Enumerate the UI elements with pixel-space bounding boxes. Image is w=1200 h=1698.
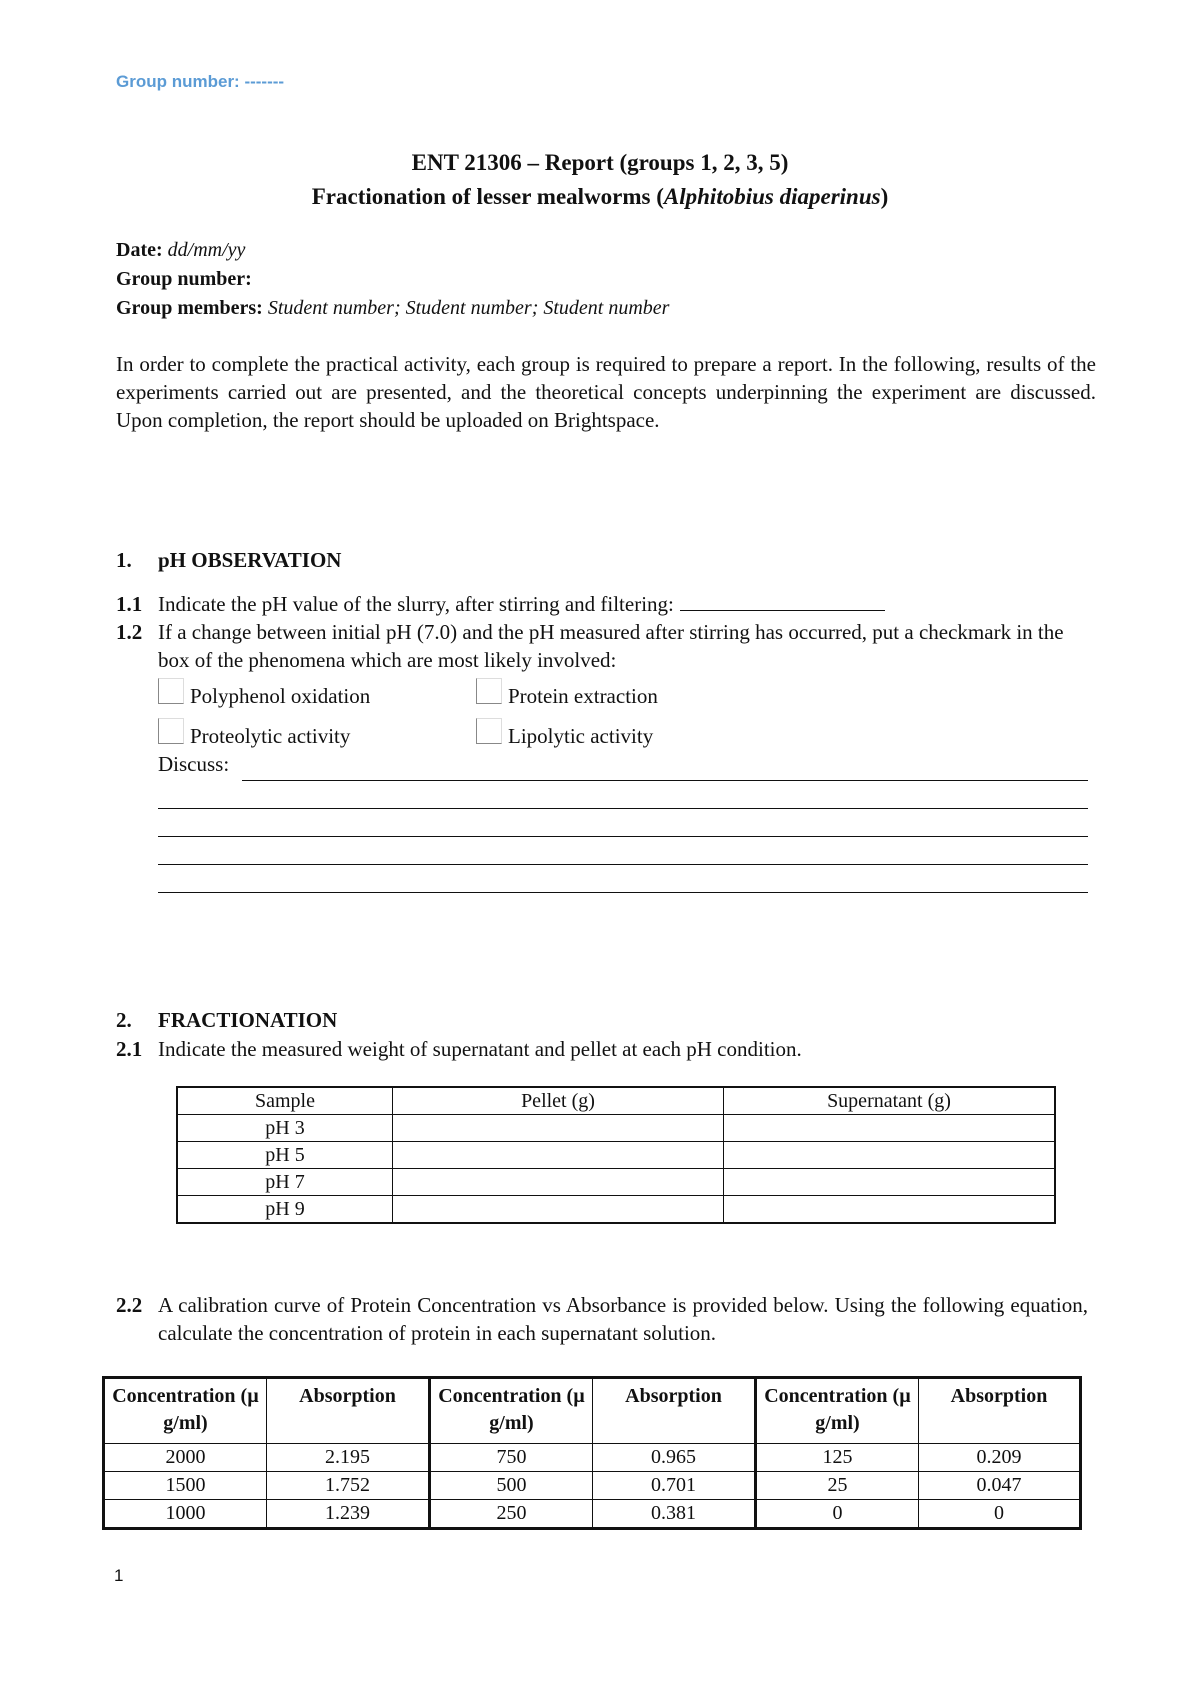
header-concentration: Concentration (µg/ml) xyxy=(430,1378,593,1444)
table-row xyxy=(104,1444,1081,1472)
pellet-cell[interactable] xyxy=(393,1196,724,1224)
header-sample: Sample xyxy=(177,1087,393,1115)
table-row xyxy=(104,1500,1081,1529)
header-absorption: Absorption xyxy=(267,1378,430,1444)
checkbox-icon[interactable] xyxy=(476,678,502,704)
question-2-1-number: 2.1 xyxy=(116,1037,143,1061)
title-block xyxy=(0,146,1200,214)
concentration-cell: 2000 xyxy=(104,1444,267,1472)
sample-cell: pH 3 xyxy=(177,1115,393,1142)
concentration-cell: 25 xyxy=(756,1472,919,1500)
checklist-row xyxy=(158,676,794,716)
report-meta xyxy=(116,236,669,323)
section-1-number: 1. xyxy=(116,548,132,572)
sample-cell: pH 5 xyxy=(177,1142,393,1169)
supernatant-cell[interactable] xyxy=(724,1196,1056,1224)
question-2-2-text: A calibration curve of Protein Concentration vs Absorbance is provided below. Using the following equation, calculate the concentration of protein in each supernatant solution. xyxy=(158,1293,1088,1345)
option-proteolytic-activity[interactable] xyxy=(158,724,476,749)
question-1-2 xyxy=(116,618,1096,674)
question-1-1-number: 1.1 xyxy=(116,592,143,616)
absorption-cell: 0.965 xyxy=(593,1444,756,1472)
section-2-heading xyxy=(116,1008,337,1033)
option-label: Lipolytic activity xyxy=(508,723,654,748)
question-1-1 xyxy=(116,590,1096,618)
pellet-cell[interactable] xyxy=(393,1142,724,1169)
absorption-cell: 2.195 xyxy=(267,1444,430,1472)
option-label: Protein extraction xyxy=(508,683,658,708)
page-number: 1 xyxy=(114,1566,124,1585)
absorption-cell: 0.209 xyxy=(919,1444,1081,1472)
intro-paragraph: In order to complete the practical activity, each group is required to prepare a report. In the following, results of the experiments carried out are presented, and the theoretical concepts underpinning the experiment are discussed. Upon completion, the report should be uploaded on Brightspace. xyxy=(116,352,1096,432)
group-number-label: Group number: xyxy=(116,268,252,290)
weight-table xyxy=(176,1086,1056,1224)
species-name: Alphitobius diaperinus xyxy=(663,184,881,209)
supernatant-cell[interactable] xyxy=(724,1142,1056,1169)
section-2-title: FRACTIONATION xyxy=(158,1008,338,1032)
date-label: Date: xyxy=(116,239,163,261)
header-concentration: Concentration (µg/ml) xyxy=(104,1378,267,1444)
section-2-number: 2. xyxy=(116,1008,132,1032)
discuss-line[interactable] xyxy=(242,780,1088,781)
discuss-label: Discuss: xyxy=(158,752,230,776)
supernatant-cell[interactable] xyxy=(724,1169,1056,1196)
group-members-label: Group members: xyxy=(116,297,263,319)
question-2-2 xyxy=(116,1291,1096,1347)
question-1-1-text: Indicate the pH value of the slurry, after stirring and filtering: xyxy=(158,592,674,616)
discuss-line[interactable] xyxy=(158,892,1088,893)
group-number-row xyxy=(116,265,669,294)
option-protein-extraction[interactable] xyxy=(476,684,794,709)
question-1-2-number: 1.2 xyxy=(116,620,143,644)
table-row xyxy=(177,1196,1055,1224)
checklist-row xyxy=(158,716,794,756)
title-line-1: ENT 21306 – Report (groups 1, 2, 3, 5) xyxy=(411,150,789,175)
checkbox-icon[interactable] xyxy=(158,678,184,704)
header-concentration: Concentration (µg/ml) xyxy=(756,1378,919,1444)
concentration-cell: 1500 xyxy=(104,1472,267,1500)
calibration-table xyxy=(102,1376,1082,1530)
absorption-cell: 1.752 xyxy=(267,1472,430,1500)
table-row xyxy=(177,1169,1055,1196)
group-members-row xyxy=(116,294,669,323)
group-members-value: Student number; Student number; Student number xyxy=(267,297,670,319)
question-2-1-text: Indicate the measured weight of supernatant and pellet at each pH condition. xyxy=(158,1037,802,1061)
concentration-cell: 1000 xyxy=(104,1500,267,1529)
section-1-title: pH OBSERVATION xyxy=(158,548,342,572)
phenomena-checklist xyxy=(158,676,794,756)
ph-answer-blank[interactable] xyxy=(680,592,885,611)
sample-cell: pH 7 xyxy=(177,1169,393,1196)
section-1-heading xyxy=(116,548,341,573)
absorption-cell: 1.239 xyxy=(267,1500,430,1529)
date-value: dd/mm/yy xyxy=(167,239,246,261)
table-row xyxy=(104,1472,1081,1500)
header-pellet: Pellet (g) xyxy=(393,1087,724,1115)
weight-table-header xyxy=(177,1087,1055,1115)
calibration-table-header xyxy=(104,1378,1081,1444)
option-label: Polyphenol oxidation xyxy=(190,683,371,708)
title-line-2 xyxy=(0,180,1200,214)
option-polyphenol-oxidation[interactable] xyxy=(158,684,476,709)
table-row xyxy=(177,1142,1055,1169)
discuss-line[interactable] xyxy=(158,864,1088,865)
header-supernatant: Supernatant (g) xyxy=(724,1087,1056,1115)
checkbox-icon[interactable] xyxy=(476,718,502,744)
checkbox-icon[interactable] xyxy=(158,718,184,744)
header-absorption: Absorption xyxy=(593,1378,756,1444)
header-group-number: Group number: ------- xyxy=(116,72,285,91)
pellet-cell[interactable] xyxy=(393,1169,724,1196)
date-row xyxy=(116,236,669,265)
absorption-cell: 0.381 xyxy=(593,1500,756,1529)
absorption-cell: 0 xyxy=(919,1500,1081,1529)
option-label: Proteolytic activity xyxy=(190,723,351,748)
pellet-cell[interactable] xyxy=(393,1115,724,1142)
sample-cell: pH 9 xyxy=(177,1196,393,1224)
concentration-cell: 750 xyxy=(430,1444,593,1472)
concentration-cell: 0 xyxy=(756,1500,919,1529)
absorption-cell: 0.701 xyxy=(593,1472,756,1500)
supernatant-cell[interactable] xyxy=(724,1115,1056,1142)
question-2-2-number: 2.2 xyxy=(116,1293,143,1317)
concentration-cell: 500 xyxy=(430,1472,593,1500)
concentration-cell: 250 xyxy=(430,1500,593,1529)
concentration-cell: 125 xyxy=(756,1444,919,1472)
discuss-line[interactable] xyxy=(158,836,1088,837)
header-absorption: Absorption xyxy=(919,1378,1081,1444)
title-suffix: ) xyxy=(880,184,889,209)
question-1-2-text: If a change between initial pH (7.0) and the pH measured after stirring has occurred, put a checkmark in the box of the phenomena which are most likely involved: xyxy=(158,620,1064,672)
discuss-line[interactable] xyxy=(158,808,1088,809)
table-row xyxy=(177,1115,1055,1142)
option-lipolytic-activity[interactable] xyxy=(476,724,794,749)
absorption-cell: 0.047 xyxy=(919,1472,1081,1500)
question-2-1 xyxy=(116,1035,1096,1063)
title-prefix: Fractionation of lesser mealworms ( xyxy=(311,184,664,209)
